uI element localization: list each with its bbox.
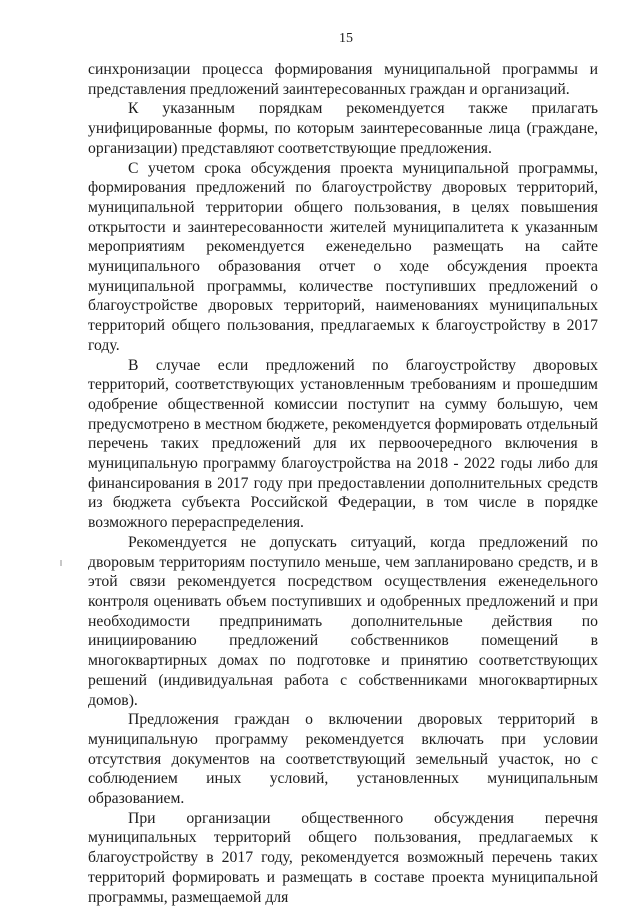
paragraph-6: Предложения граждан о включении дворовых территорий в муниципальную программу рекомендуется включать при условии отсутствия документов на соответствующий земельный участок, но с соблюдением иных условий, установленных муниципальным образованием.	[88, 711, 598, 808]
paragraph-4: В случае если предложений по благоустройству дворовых территорий, соответствующих установленным требованиям и прошедшим одобрение общественной комиссии поступит на сумму большую, чем предусмотрено в местном бюджете, рекомендуется формировать отдельный перечень таких предложений для их первоочередного включения в муниципальную программу благоустройства на 2018 - 2022 годы либо для финансирования в 2017 году при предоставлении дополнительных средств из бюджета субъекта Российской Федерации, в том числе в порядке возможного перераспределения.	[88, 356, 598, 532]
scan-artifact	[60, 560, 62, 566]
paragraph-2: К указанным порядкам рекомендуется также прилагать унифицированные формы, по которым заинтересованные лица (граждане, организации) представляют соответствующие предложения.	[88, 100, 598, 157]
paragraph-1: синхронизации процесса формирования муниципальной программы и представления предложений заинтересованных граждан и организаций.	[88, 61, 598, 98]
paragraph-3: С учетом срока обсуждения проекта муниципальной программы, формирования предложений по благоустройству дворовых территорий, муниципальной территории общего пользования, в целях повышения открытости и заинтересованности жителей муниципалитета к указанным мероприятиям рекомендуется еженедельно размещать на сайте муниципального образования отчет о ходе обсуждения проекта муниципальной программы, количестве поступивших предложений о благоустройстве дворовых территорий, наименованиях муниципальных территорий общего пользования, предлагаемых к благоустройству в 2017 году.	[88, 159, 598, 354]
paragraph-7: При организации общественного обсуждения перечня муниципальных территорий общего пользования, предлагаемых к благоустройству в 2017 году, рекомендуется возможный перечень таких территорий формировать и размещать в составе проекта муниципальной программы, размещаемой для	[88, 809, 598, 906]
page-number: 15	[339, 31, 353, 46]
document-body	[88, 60, 598, 907]
paragraph-5: Рекомендуется не допускать ситуаций, когда предложений по дворовым территориям поступило меньше, чем запланировано средств, и в этой связи рекомендуется посредством осуществления еженедельного контроля оценивать объем поступивших и одобренных предложений и при необходимости предпринимать дополнительные действия по инициированию предложений собственников помещений в многоквартирных домах по подготовке и принятию соответствующих решений (индивидуальная работа с собственниками многоквартирных домов).	[88, 533, 598, 709]
